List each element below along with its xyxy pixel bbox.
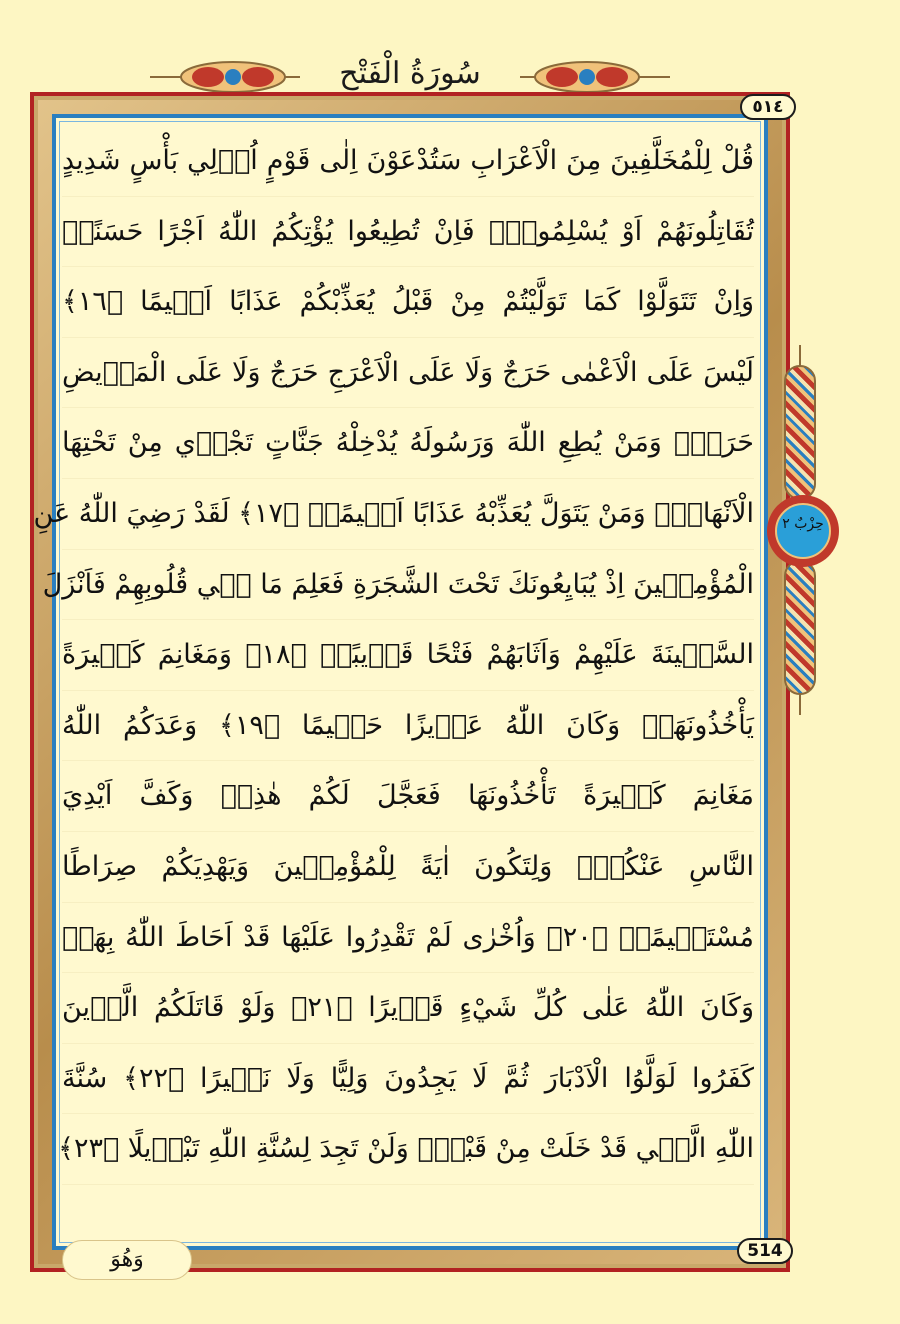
surah-title: سُورَةُ الْفَتْحِ	[339, 56, 481, 91]
hizb-label: حِزْبٌ ٢	[775, 503, 831, 559]
verse-text-block	[33, 126, 755, 1185]
text-line: وَاِنْ تَتَوَلَّوْا كَمَا تَوَلَّيْتُمْ مِنْ قَبْلُ يُعَذِّبْكُمْ عَذَابًا اَل۪يمًا ﴿١٦﴾	[62, 267, 754, 338]
header-ornament-right-icon	[532, 58, 642, 96]
text-line: الْاَنْهَارُۚ وَمَنْ يَتَوَلَّ يُعَذِّبْهُ عَذَابًا اَل۪يمًا۟ ﴿١٧﴾ لَقَدْ رَضِيَ اللّٰهُ عَنِ	[62, 479, 754, 550]
text-line: تُقَاتِلُونَهُمْ اَوْ يُسْلِمُونَۚ فَاِنْ تُطِيعُوا يُؤْتِكُمُ اللّٰهُ اَجْرًا حَسَنًاۚ	[62, 197, 754, 268]
text-line: كَفَرُوا لَوَلَّوُا الْاَدْبَارَ ثُمَّ لَا يَجِدُونَ وَلِيًّا وَلَا نَص۪يرًا ﴿٢٢﴾ سُنَّةَ	[62, 1044, 754, 1115]
ornament-petal-top-icon	[784, 365, 816, 500]
text-line: يَأْخُذُونَهَاۜ وَكَانَ اللّٰهُ عَز۪يزًا حَك۪يمًا ﴿١٩﴾ وَعَدَكُمُ اللّٰهُ	[62, 691, 754, 762]
text-line: لَيْسَ عَلَى الْاَعْمٰى حَرَجٌ وَلَا عَلَى الْاَعْرَجِ حَرَجٌ وَلَا عَلَى الْمَر۪يضِ	[62, 338, 754, 409]
header-ornament-left-icon	[178, 58, 288, 96]
text-line: قُلْ لِلْمُخَلَّفِينَ مِنَ الْاَعْرَابِ سَتُدْعَوْنَ اِلٰى قَوْمٍ اُو۬لِي بَأْسٍ شَدِيدٍ	[62, 126, 754, 197]
catchword: وَهُوَ	[62, 1240, 192, 1280]
text-line: وَكَانَ اللّٰهُ عَلٰى كُلِّ شَيْءٍ قَد۪يرًا ﴿٢١﴾ وَلَوْ قَاتَلَكُمُ الَّذ۪ينَ	[62, 973, 754, 1044]
text-line: الْمُؤْمِن۪ينَ اِذْ يُبَايِعُونَكَ تَحْتَ الشَّجَرَةِ فَعَلِمَ مَا ف۪ي قُلُوبِهِمْ فَاَنْزَلَ	[62, 550, 754, 621]
text-line: مَغَانِمَ كَث۪يرَةً تَأْخُذُونَهَا فَعَجَّلَ لَكُمْ هٰذِه۪ وَكَفَّ اَيْدِيَ	[62, 761, 754, 832]
text-line: النَّاسِ عَنْكُمْۚ وَلِتَكُونَ اٰيَةً لِلْمُؤْمِن۪ينَ وَيَهْدِيَكُمْ صِرَاطًا	[62, 832, 754, 903]
page-number-bottom: 514	[737, 1238, 793, 1264]
text-line: حَرَجٌۜ وَمَنْ يُطِعِ اللّٰهَ وَرَسُولَهُ يُدْخِلْهُ جَنَّاتٍ تَجْر۪ي مِنْ تَحْتِهَا	[62, 408, 754, 479]
ornament-petal-bottom-icon	[784, 560, 816, 695]
page-number-top: ٥١٤	[740, 94, 796, 120]
text-line: السَّك۪ينَةَ عَلَيْهِمْ وَاَثَابَهُمْ فَتْحًا قَر۪يبًاۙ ﴿١٨﴾ وَمَغَانِمَ كَث۪يرَةً	[62, 620, 754, 691]
hizb-marker	[767, 495, 839, 567]
text-line: مُسْتَق۪يمًاۙ ﴿٢٠﴾ وَاُخْرٰى لَمْ تَقْدِرُوا عَلَيْهَا قَدْ اَحَاطَ اللّٰهُ بِهَاۜ	[62, 903, 754, 974]
text-line: اللّٰهِ الَّت۪ي قَدْ خَلَتْ مِنْ قَبْلُۚ وَلَنْ تَجِدَ لِسُنَّةِ اللّٰهِ تَبْد۪يلًا ﴿٢٣﴾	[62, 1114, 754, 1185]
